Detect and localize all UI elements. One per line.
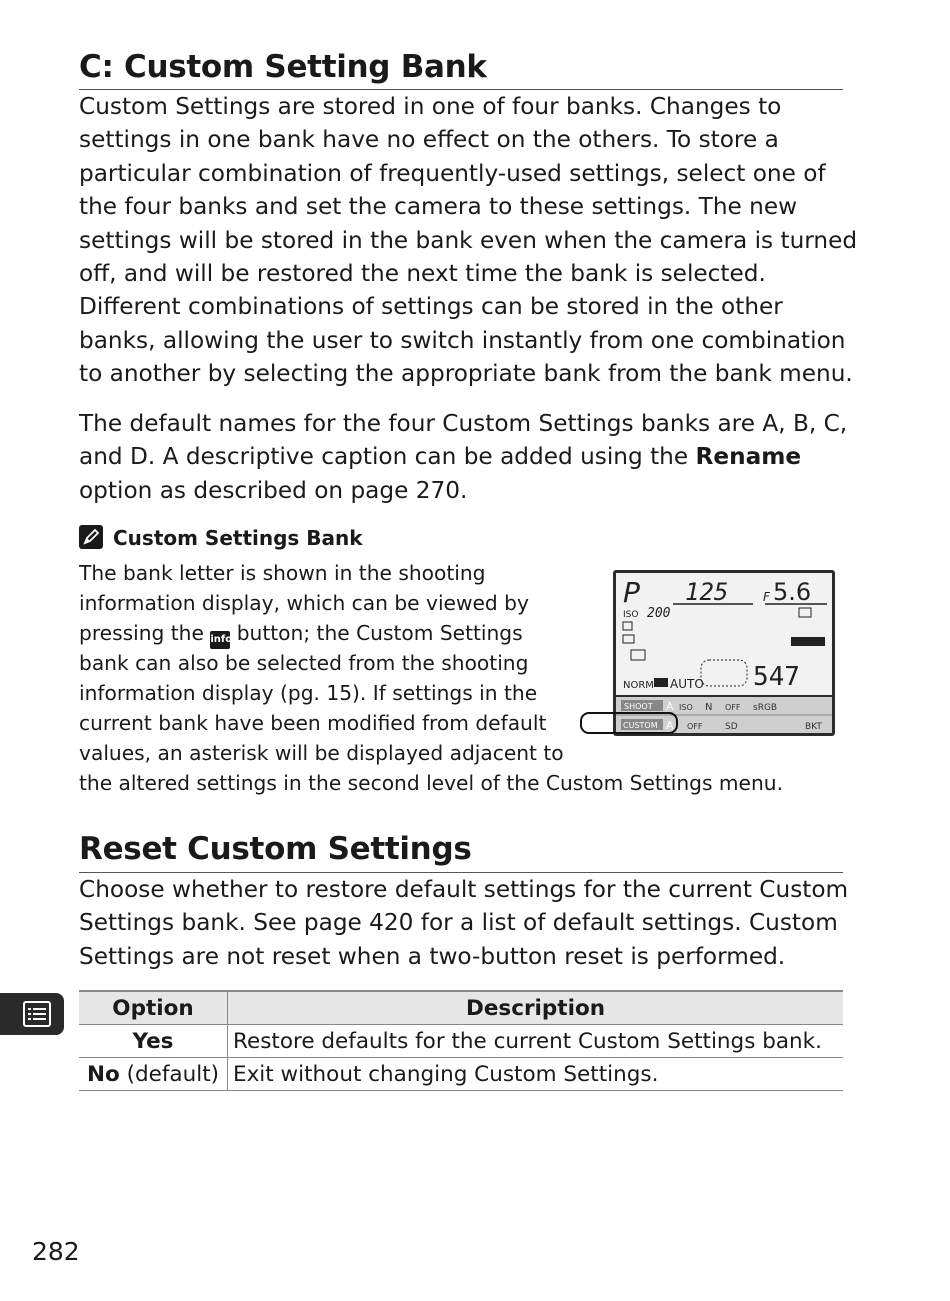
lcd-row1-iso: ISO bbox=[679, 703, 693, 712]
text-line: the four banks and set the camera to these settings. The new bbox=[79, 193, 798, 221]
section-heading-reset-custom-settings: Reset Custom Settings bbox=[79, 831, 472, 867]
lcd-iso-label: ISO bbox=[623, 610, 639, 620]
text-line: the altered settings in the second level of the Custom Settings menu. bbox=[79, 771, 783, 795]
custom-bank-highlight bbox=[580, 712, 678, 734]
lcd-aperture-prefix: F bbox=[763, 590, 770, 604]
pencil-note-icon bbox=[79, 525, 103, 549]
text-line: information display, which can be viewed by bbox=[79, 591, 529, 615]
text-line: off, and will be restored the next time the bank is selected. bbox=[79, 259, 766, 287]
default-names-paragraph bbox=[79, 407, 849, 507]
table-row bbox=[79, 1058, 843, 1091]
option-cell bbox=[79, 1025, 228, 1058]
chapter-side-tab bbox=[0, 993, 64, 1035]
lcd-row2-bkt: BKT bbox=[805, 722, 822, 732]
column-header-description: Description bbox=[228, 991, 844, 1025]
text-line bbox=[79, 440, 849, 473]
note-title bbox=[79, 525, 363, 555]
column-header-option: Option bbox=[79, 991, 228, 1025]
text-line: The default names for the four Custom Settings banks are A, B, C, bbox=[79, 410, 848, 437]
text-line: particular combination of frequently-used settings, select one of bbox=[79, 159, 826, 187]
option-name: Yes bbox=[132, 1028, 174, 1054]
text-line: Choose whether to restore default settings for the current Custom bbox=[79, 876, 849, 903]
text-line: values, an asterisk will be displayed adjacent to bbox=[79, 741, 564, 765]
options-table bbox=[79, 990, 843, 1091]
lcd-row1-off: OFF bbox=[725, 703, 741, 712]
table-row bbox=[79, 1025, 843, 1058]
page-number: 282 bbox=[32, 1237, 80, 1266]
table-header-row bbox=[79, 991, 843, 1025]
text-line: Settings are not reset when a two-button reset is performed. bbox=[79, 942, 786, 970]
text-line: bank can also be selected from the shooting bbox=[79, 651, 529, 675]
text-line: information display (pg. 15). If settings in the bbox=[79, 681, 538, 705]
custom-setting-bank-paragraph bbox=[79, 90, 858, 391]
text-line: current bank have been modified from default bbox=[79, 711, 547, 735]
option-cell bbox=[79, 1058, 228, 1091]
info-button-icon: info bbox=[210, 631, 230, 649]
lcd-row1-n: N bbox=[705, 702, 713, 713]
text-run: and D. A descriptive caption can be added using the bbox=[79, 443, 696, 471]
option-name: No bbox=[86, 1061, 120, 1087]
menu-list-icon bbox=[22, 1000, 52, 1028]
text-line: banks, allowing the user to switch instantly from one combination bbox=[79, 326, 846, 354]
lcd-row1-srgb: sRGB bbox=[753, 703, 778, 713]
lcd-row2-off: OFF bbox=[687, 722, 703, 731]
lcd-aperture: 5.6 bbox=[773, 578, 812, 606]
lcd-custom-bank: A bbox=[666, 719, 674, 732]
text-line: settings will be stored in the bank even when the camera is turned bbox=[79, 226, 858, 254]
text-line: to another by selecting the appropriate bank from the bank menu. bbox=[79, 360, 853, 388]
shooting-info-display-illustration bbox=[613, 570, 835, 736]
lcd-row2-sd: SD bbox=[725, 722, 738, 732]
lcd-wb: AUTO bbox=[670, 677, 704, 691]
option-suffix: (default) bbox=[119, 1061, 220, 1087]
text-line: option as described on page 270. bbox=[79, 476, 468, 504]
lcd-shutter: 125 bbox=[685, 578, 729, 606]
text-line: Settings bank. See page 420 for a list of default settings. Custom bbox=[79, 909, 838, 937]
lcd-shots: 547 bbox=[753, 662, 800, 692]
lcd-quality: NORM bbox=[623, 680, 654, 691]
lcd-iso-value: 200 bbox=[647, 606, 671, 621]
lcd-shoot-label: SHOOT bbox=[624, 702, 653, 711]
section-heading-custom-setting-bank: C: Custom Setting Bank bbox=[79, 49, 487, 85]
text-run: pressing the bbox=[79, 621, 211, 645]
rename-option-name: Rename bbox=[695, 443, 802, 471]
description-cell: Restore defaults for the current Custom Settings bank. bbox=[228, 1025, 844, 1058]
text-line: settings in one bank have no effect on the others. To store a bbox=[79, 126, 779, 154]
description-cell: Exit without changing Custom Settings. bbox=[228, 1058, 844, 1091]
text-line: Different combinations of settings can be stored in the other bbox=[79, 293, 783, 321]
text-line: Custom Settings are stored in one of four banks. Changes to bbox=[79, 93, 782, 120]
text-line: The bank letter is shown in the shooting bbox=[79, 561, 486, 585]
lcd-mode: P bbox=[623, 576, 640, 609]
lcd-shoot-bank: A bbox=[666, 700, 674, 713]
lcd-custom-label: CUSTOM bbox=[623, 721, 658, 730]
reset-paragraph bbox=[79, 873, 849, 973]
note-title-text: Custom Settings Bank bbox=[113, 526, 363, 550]
text-run: button; the Custom Settings bbox=[230, 621, 523, 645]
